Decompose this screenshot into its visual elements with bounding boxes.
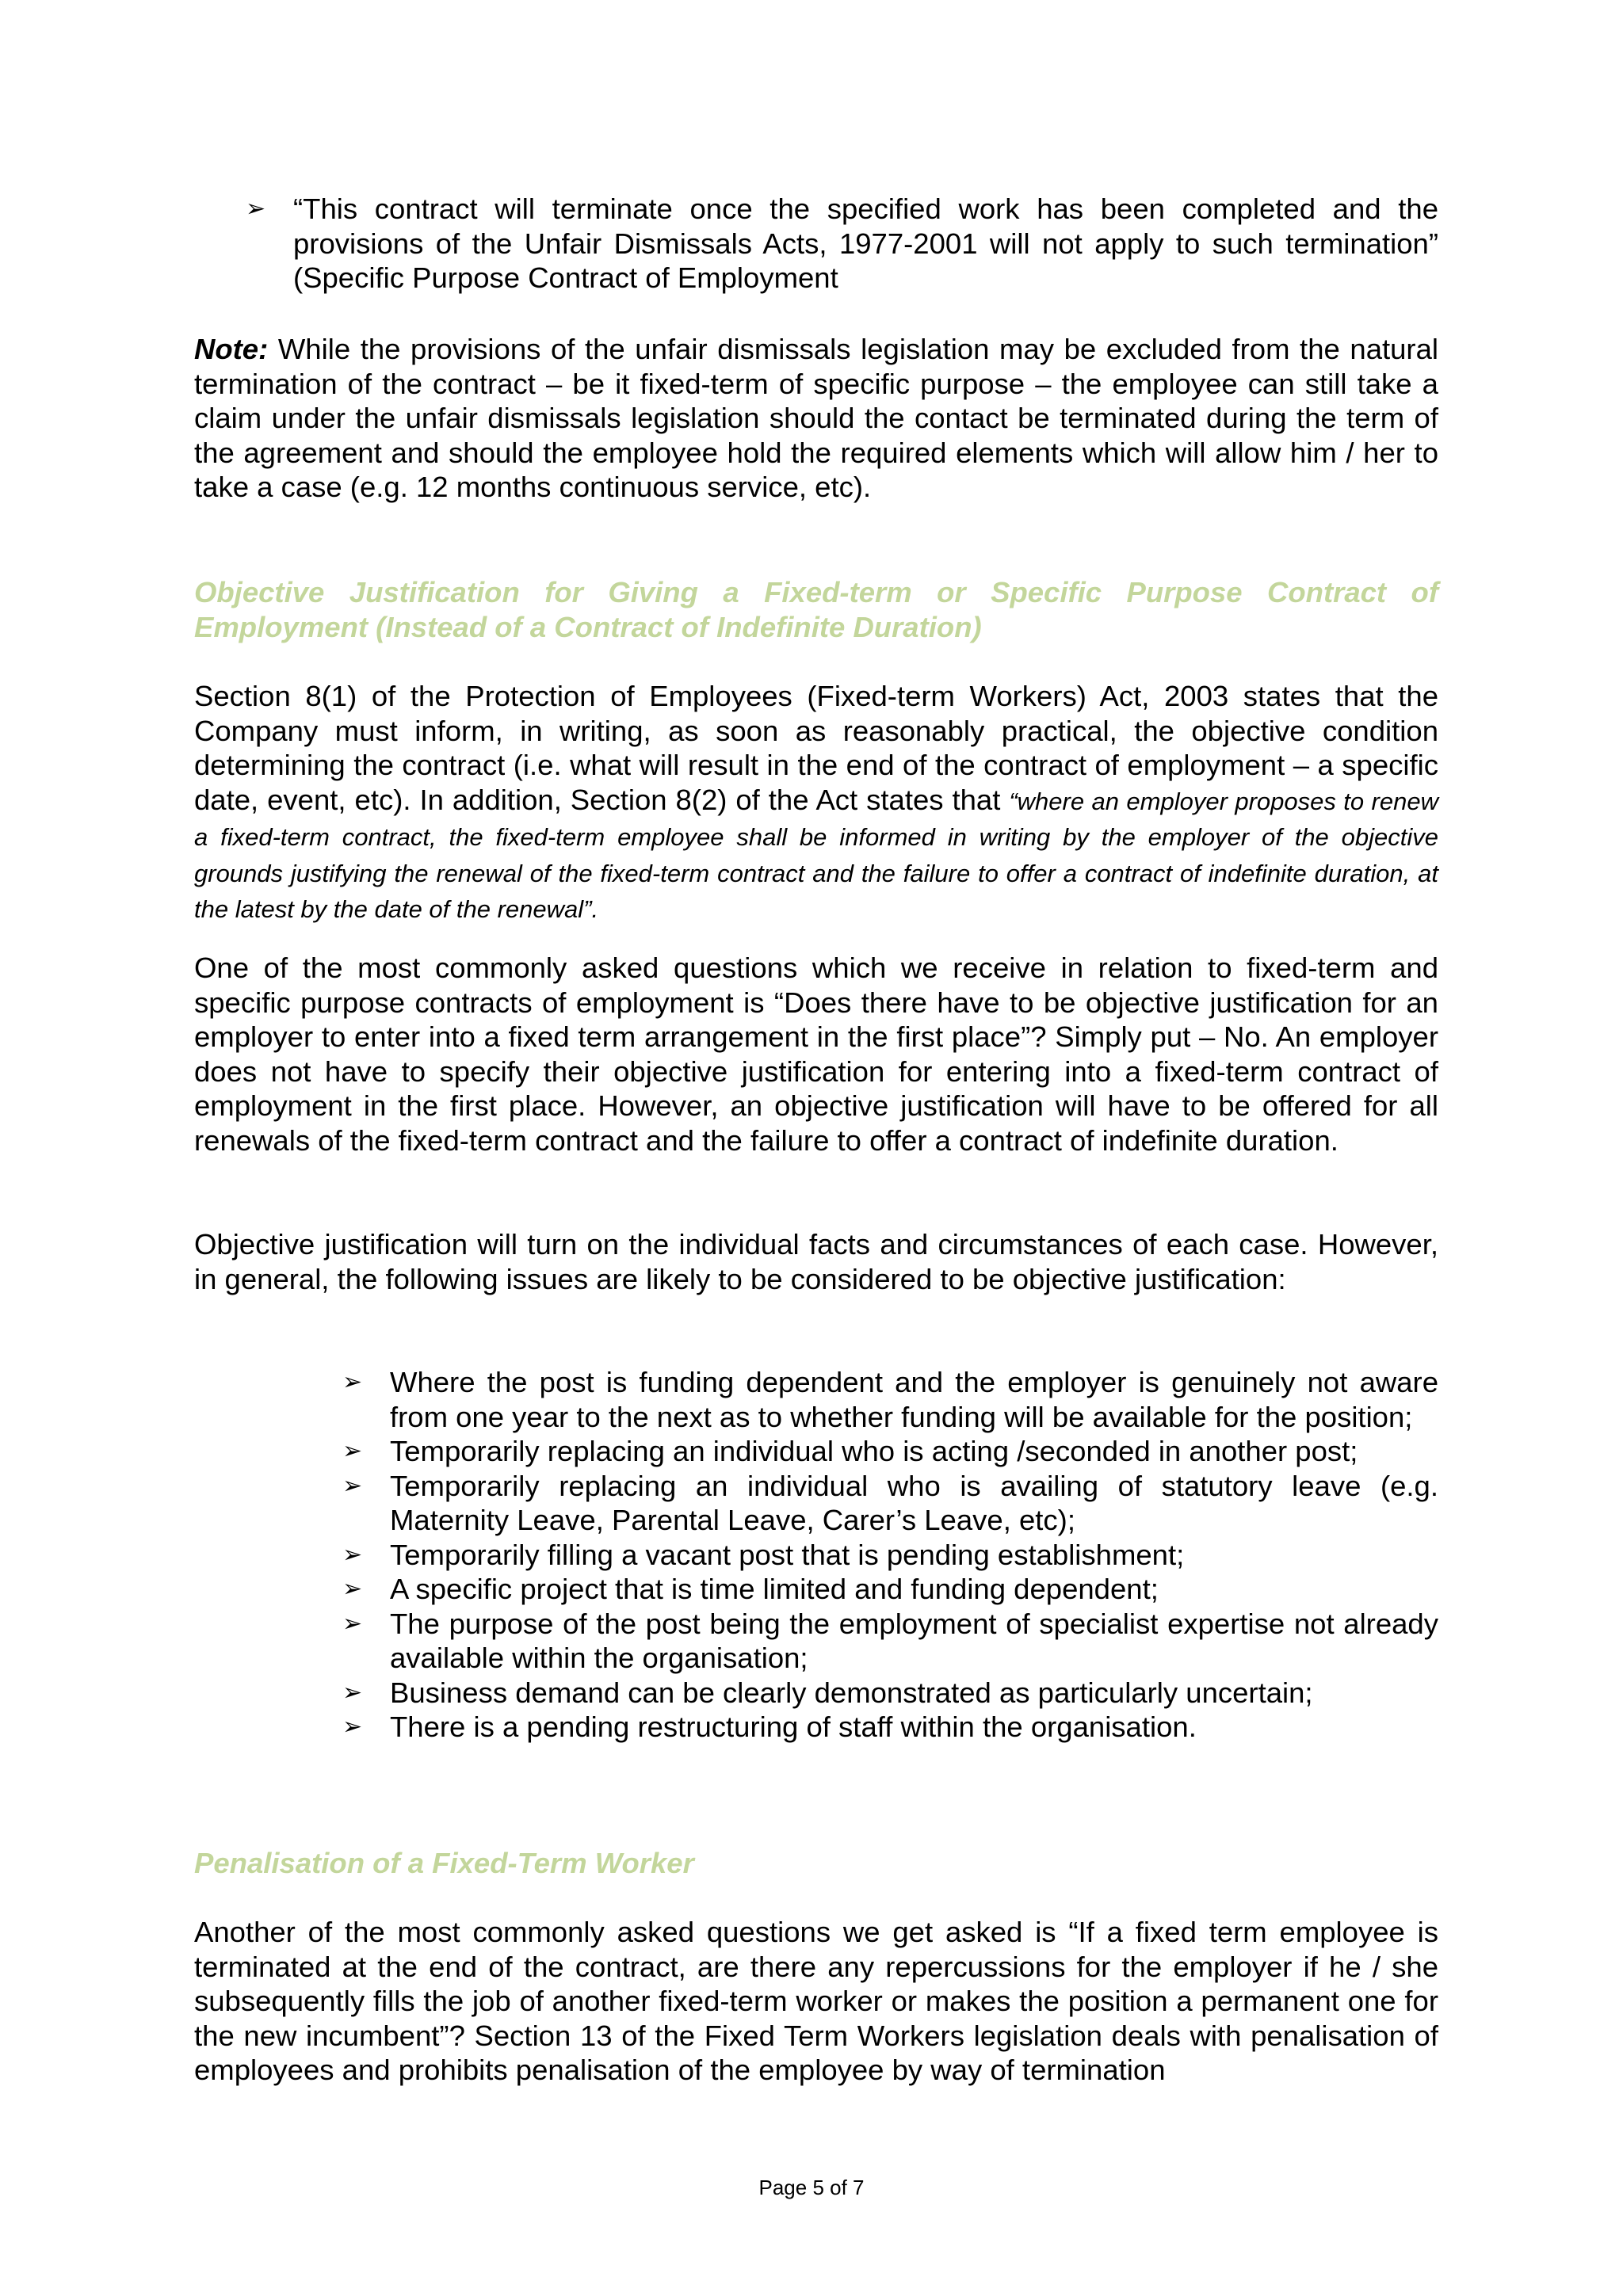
list-item bbox=[342, 1365, 1438, 1434]
top-bullet-block bbox=[194, 192, 1438, 296]
list-item bbox=[342, 1538, 1438, 1573]
arrow-bullet-icon: ➢ bbox=[342, 1713, 363, 1741]
questions-paragraph: One of the most commonly asked questions which we receive in relation to fixed-term and specific purpose contracts of employment is “Does there have to be objective justification for an employer to enter into a fixed term arrangement in the first place”? Simply put – No. An employer does not have to specify their objective justification for entering into a fixed-term contract of employment in the first place. However, an objective justification will have to be offered for all renewals of the fixed-term contract and the failure to offer a contract of indefinite duration. bbox=[194, 952, 1438, 1157]
arrow-bullet-icon: ➢ bbox=[342, 1678, 363, 1707]
bullet-item bbox=[246, 192, 1438, 296]
penalisation-paragraph: Another of the most commonly asked questions we get asked is “If a fixed term employee is terminated at the end of the contract, are there any repercussions for the employer if he / she subsequently fills the job of another fixed-term worker or makes the position a permanent one for the new incumbent”? Section 13 of the Fixed Term Workers legislation deals with penalisation of employees and prohibits penalisation of the employee by way of termination bbox=[194, 1916, 1438, 2086]
arrow-bullet-icon: ➢ bbox=[342, 1609, 363, 1638]
list-item-text: Temporarily replacing an individual who is availing of statutory leave (e.g. Maternity Leave, Parental Leave, Carer’s Leave, etc); bbox=[390, 1469, 1438, 1536]
heading-penalisation: Penalisation of a Fixed-Term Worker bbox=[194, 1847, 694, 1879]
bullet-text: “This contract will terminate once the specified work has been completed and the provisions of the Unfair Dismissals Acts, 1977-2001 will not apply to such termination” (Specific Purpose Contract of Employment bbox=[293, 193, 1438, 294]
list-item-text: The purpose of the post being the employment of specialist expertise not already available within the organisation; bbox=[390, 1607, 1438, 1674]
section8-text: Section 8(1) of the Protection of Employees (Fixed-term Workers) Act, 2003 states that the Company must inform, in writing, as soon as reasonably practical, the objective condition determining the contract (i.e. what will result in the end of the contract of employment – a specific date, event, etc). In addition, Section 8(2) of the Act states that bbox=[194, 680, 1438, 816]
list-item-text: Business demand can be clearly demonstrated as particularly uncertain; bbox=[390, 1676, 1313, 1709]
note-text: While the provisions of the unfair dismissals legislation may be excluded from the natural termination of the contract – be it fixed-term of specific purpose – the employee can still take a claim under the unfair dismissals legislation should the contact be terminated during the term of the agreement and should the employee hold the required elements which will allow him / her to take a case (e.g. 12 months continuous service, etc). bbox=[194, 333, 1438, 503]
arrow-bullet-icon: ➢ bbox=[342, 1437, 363, 1465]
justification-paragraph: Objective justification will turn on the individual facts and circumstances of each case. However, in general, the following issues are likely to be considered to be objective justification: bbox=[194, 1228, 1438, 1295]
list-item bbox=[342, 1607, 1438, 1676]
list-item bbox=[342, 1572, 1438, 1607]
list-item bbox=[342, 1434, 1438, 1469]
list-item-text: Temporarily replacing an individual who is acting /seconded in another post; bbox=[390, 1435, 1358, 1467]
page-number-footer: Page 5 of 7 bbox=[758, 2176, 865, 2199]
list-item-text: Where the post is funding dependent and the employer is genuinely not aware from one year to the next as to whether funding will be available for the position; bbox=[390, 1366, 1438, 1433]
arrow-bullet-icon: ➢ bbox=[342, 1575, 363, 1603]
list-item bbox=[342, 1710, 1438, 1745]
arrow-bullet-icon: ➢ bbox=[342, 1540, 363, 1569]
heading-objective-justification: Objective Justification for Giving a Fixed-term or Specific Purpose Contract of Employment (Instead of a Contract of Indefinite Duration) bbox=[194, 576, 1438, 643]
note-paragraph bbox=[194, 332, 1438, 505]
justification-list bbox=[342, 1365, 1438, 1745]
arrow-bullet-icon: ➢ bbox=[342, 1471, 363, 1500]
list-item-text: There is a pending restructuring of staff within the organisation. bbox=[390, 1711, 1197, 1743]
list-item bbox=[342, 1676, 1438, 1711]
list-item bbox=[342, 1469, 1438, 1538]
note-label: Note: bbox=[194, 333, 269, 365]
arrow-bullet-icon: ➢ bbox=[342, 1368, 363, 1396]
list-item-text: A specific project that is time limited and funding dependent; bbox=[390, 1573, 1159, 1605]
arrow-bullet-icon: ➢ bbox=[246, 195, 266, 223]
list-item-text: Temporarily filling a vacant post that is pending establishment; bbox=[390, 1538, 1185, 1571]
section8-paragraph bbox=[194, 679, 1438, 927]
section8-quote: “where an employer proposes to renew a fixed-term contract, the fixed-term employee shall be informed in writing by the employer of the objective grounds justifying the renewal of the fixed-term contract and the failure to offer a contract of indefinite duration, at the latest by the date of the renewal”. bbox=[194, 787, 1438, 923]
